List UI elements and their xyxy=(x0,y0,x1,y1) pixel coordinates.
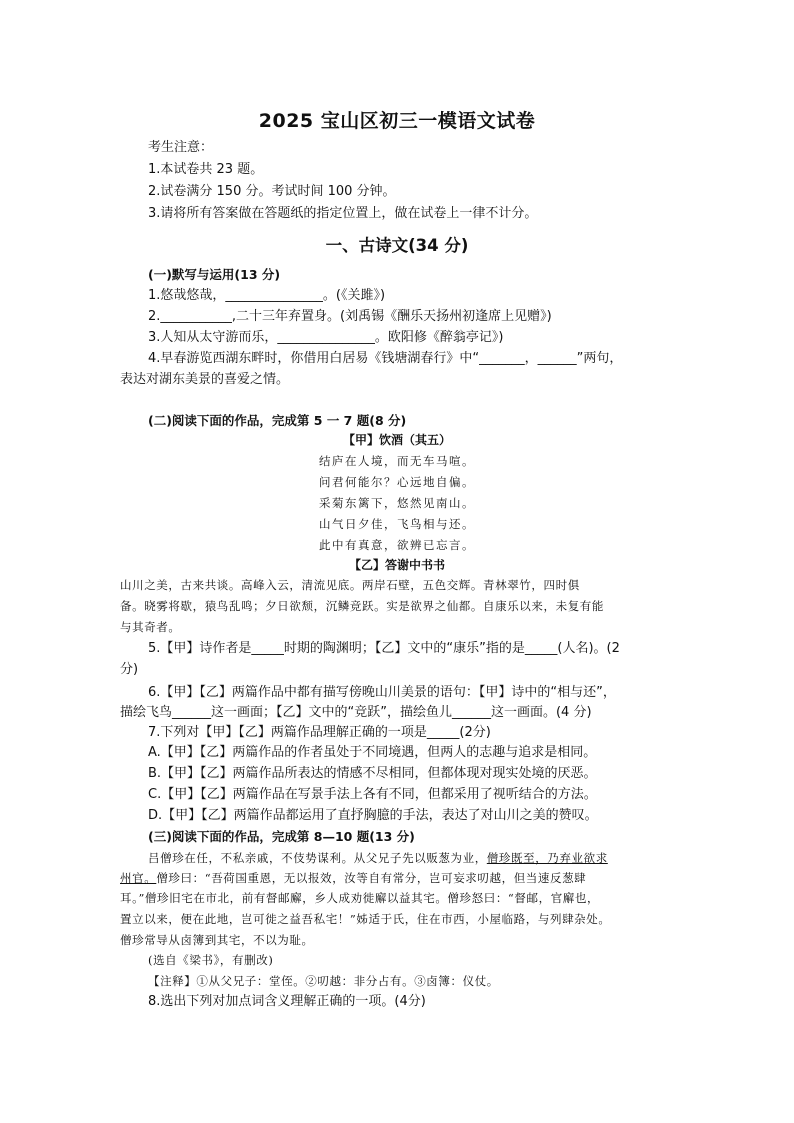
poem-line: 采菊东篱下，悠然见南山。 xyxy=(319,496,475,510)
passage-line-3: 耳。”僧珍旧宅在市北，前有督邮廨，乡人成劝徙廨以益其宅。僧珍怒曰：“督邮，官廨也， xyxy=(120,891,600,905)
question-8: 8.选出下列对加点词含义理解正确的一项。(4分) xyxy=(148,994,426,1009)
question-7: 7.下列对【甲】【乙】两篇作品理解正确的一项是_____(2分) xyxy=(148,725,491,740)
passage-line-4: 置立以来，便在此地，岂可徙之益吾私宅！”姊适于氏，住在市西，小屋临路，与列肆杂处。 xyxy=(120,912,611,926)
poem-line: 结庐在人境，而无车马喧。 xyxy=(319,454,475,468)
question-6-line1: 6.【甲】【乙】两篇作品中都有描写傍晚山川美景的语句：【甲】诗中的“相与还”， xyxy=(148,685,616,700)
notice-heading: 考生注意： xyxy=(148,140,214,155)
prose-line-1: 山川之美，古来共谈。高峰入云，清流见底。两岸石壁，五色交辉。青林翠竹，四时俱 xyxy=(120,578,580,592)
question-1: 1.悠哉悠哉，_______________。(《关雎》) xyxy=(148,288,386,303)
underlined-sentence: 僧珍既至，乃弃业欲求 xyxy=(486,851,608,865)
question-4-line2: 表达对湖东美景的喜爱之情。 xyxy=(120,372,290,387)
question-3: 3.人知从太守游而乐，_______________。欧阳修《醉翁亭记》) xyxy=(148,330,504,345)
question-2: 2.___________,二十三年弃置身。(刘禹锡《酬乐天扬州初逢席上见赠》) xyxy=(148,309,552,324)
question-7-option-d: D.【甲】【乙】两篇作品都运用了直抒胸臆的手法，表达了对山川之美的赞叹。 xyxy=(148,808,598,823)
notice-item-2: 2.试卷满分 150 分。考试时间 100 分钟。 xyxy=(148,184,396,199)
notice-item-1: 1.本试卷共 23 题。 xyxy=(148,162,264,177)
exam-title: 2025 宝山区初三一模语文试卷 xyxy=(258,110,536,132)
passage-line-2 xyxy=(120,869,675,888)
passage-line-1 xyxy=(148,849,675,868)
question-7-option-b: B.【甲】【乙】两篇作品所表达的情感不尽相同，但都体现对现实处境的厌恶。 xyxy=(148,766,597,781)
passage-text: 吕僧珍在任，不私亲戚，不伎势谋利。从父兄子先以贩葱为业， xyxy=(148,851,487,865)
poem-line: 问君何能尔？心远地自偏。 xyxy=(319,475,475,489)
question-7-option-a: A.【甲】【乙】两篇作品的作者虽处于不同境遇，但两人的志趣与追求是相同。 xyxy=(148,745,597,760)
prose-title: 【乙】答谢中书书 xyxy=(348,558,445,572)
passage-line-5: 僧珍常导从卤簿到其宅，不以为耻。 xyxy=(120,933,314,947)
part1-heading: (一)默写与运用(13 分) xyxy=(148,267,281,282)
question-7-option-c: C.【甲】【乙】两篇作品在写景手法上各有不同，但都采用了视听结合的方法。 xyxy=(148,787,597,802)
question-4-line1: 4.早春游览西湖东畔时，你借用白居易《钱塘湖春行》中“_______，______”两句， xyxy=(148,351,623,366)
section-heading-1: 一、古诗文(34 分) xyxy=(325,236,469,255)
passage-notes: 【注释】①从父兄子：堂侄。②叨越：非分占有。③卤簿：仪仗。 xyxy=(148,974,499,988)
passage-source: (选自《梁书》，有删改) xyxy=(148,953,274,967)
part2-heading: (二)阅读下面的作品，完成第 5 一 7 题(8 分) xyxy=(148,413,407,428)
question-6-line2: 描绘飞鸟______这一画面；【乙】文中的“竞跃”，描绘鱼儿______这一画面。(4 分) xyxy=(120,705,592,720)
poem-line: 此中有真意，欲辨已忘言。 xyxy=(319,538,475,552)
part3-heading: (三)阅读下面的作品，完成第 8—10 题(13 分) xyxy=(148,829,415,844)
question-5-line1: 5.【甲】诗作者是_____时期的陶渊明；【乙】文中的“康乐”指的是_____(人名)。(2 xyxy=(148,641,620,656)
underlined-sentence: 州官。 xyxy=(120,871,157,885)
question-5-line2: 分) xyxy=(120,662,139,677)
prose-line-2: 备。晓雾将歇，猿鸟乱鸣；夕日欲颓，沉鳞竞跃。实是欲界之仙都。自康乐以来，未复有能 xyxy=(120,599,604,613)
poem-title: 【甲】饮酒（其五） xyxy=(342,433,451,447)
poem-line: 山气日夕佳，飞鸟相与还。 xyxy=(319,517,475,531)
notice-item-3: 3.请将所有答案做在答题纸的指定位置上，做在试卷上一律不计分。 xyxy=(148,206,538,221)
prose-line-3: 与其奇者。 xyxy=(120,620,181,634)
passage-text: 僧珍曰：“吾荷国重恩，无以报效，汝等自有常分，岂可妄求叨越，但当速反葱肆 xyxy=(156,871,587,885)
